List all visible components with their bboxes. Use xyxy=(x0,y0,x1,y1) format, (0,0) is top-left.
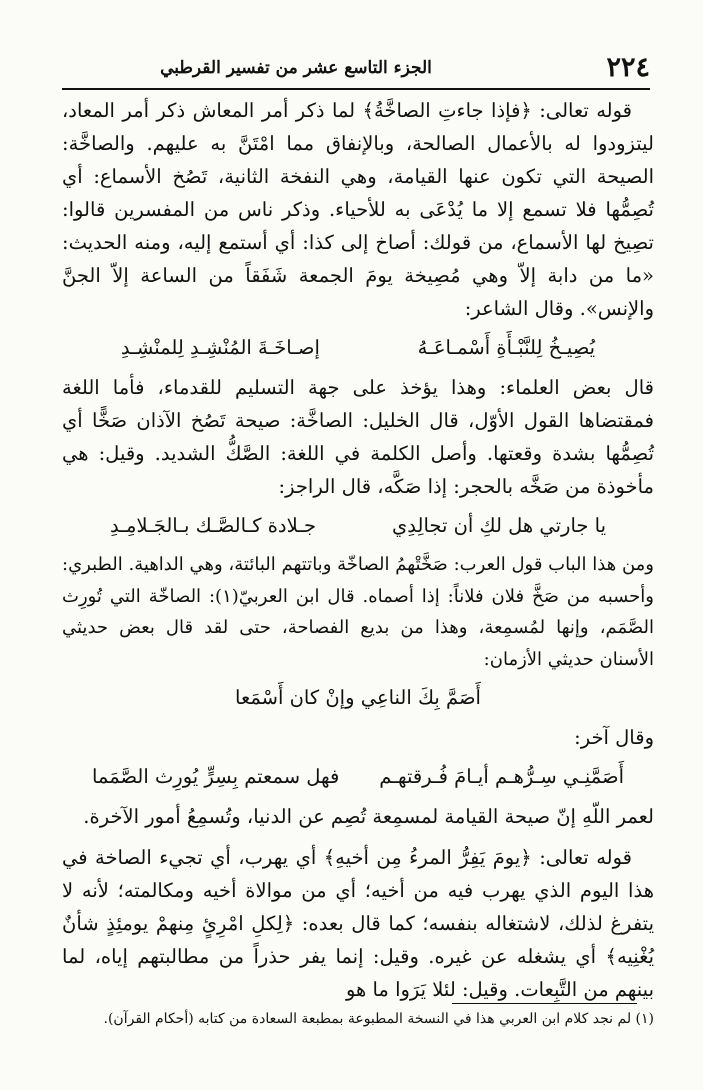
running-title: الجزء التاسع عشر من تفسير القرطبي xyxy=(160,58,432,78)
verse-4-first-hemistich: أَصَمَّنِـي سِـرُّهـم أيـامَ فُـرقتهـم xyxy=(379,765,625,788)
verse-2-first-hemistich: يا جارتي هل لكِ أن تجالِدِي xyxy=(392,514,607,537)
paragraph-3: ومن هذا الباب قول العرب: صَخَّتْهمُ الصاخّة وباتتهم البائتة، وهي الداهية. الطبري: وأحسبه من صَخَّ فلان فلاناً: إذا أصماه. قال ابن العربيّ(١): الصاخّة التي تُورِث الصَّمَم، وإنها لمُسمِعة، وهذا من بديع الفصاحة، حتى لقد قال بعض حديثي الأسنان حديثي الأزمان: xyxy=(62,554,654,670)
verse-2-second-hemistich: جـلادة كـالصَّـك بـالجَـلامِـدِ xyxy=(110,514,317,537)
verse-4 xyxy=(72,754,644,800)
footnote-divider xyxy=(452,1003,637,1004)
verse-3 xyxy=(72,675,644,721)
page-number: ٢٢٤ xyxy=(606,52,650,83)
verse-3-line: أَصَمَّ بِكَ الناعِي وإنْ كان أَسْمَعا xyxy=(235,686,481,709)
paragraph-4: وقال آخر: xyxy=(574,726,654,749)
paragraph-5: لعمر اللّهِ إنّ صيحة القيامة لمسمِعة تُصِم عن الدنيا، وتُسمِعُ أمور الآخرة. xyxy=(83,805,654,828)
page-header xyxy=(62,52,650,90)
paragraph-6: قوله تعالى: ﴿يومَ يَفِرُّ المرءُ مِن أخيهِ﴾ أي يهرب، أي تجيء الصاخة في هذا اليوم الذي يهرب فيه من أخيه؛ أي من موالاة أخيه ومكالمته؛ لأنه لا يتفرغ لذلك، لاشتغاله بنفسه؛ كما قال بعده: ﴿لِكلِ امْرِئٍ مِنهمْ يومئِذٍ شأنٌ يُغْنِيه﴾ أي يشغله عن غيره. وقيل: إنما يفر حذراً من مطالبتهم إياه، لما بينهم من التَّبِعات. وقيل: لئلا يَرَوا ما هو xyxy=(62,846,654,1001)
verse-1-second-hemistich: إصـاخَـةَ المُنْشِـدِ لِلمنْشِـدِ xyxy=(120,336,320,359)
verse-1 xyxy=(72,325,644,371)
paragraph-2: قال بعض العلماء: وهذا يؤخذ على جهة التسليم للقدماء، فأما اللغة فمقتضاها القول الأوّل، قال الخليل: الصاخَّة: صيحة تَصُخ الآذان صَخًّا أي تُصِمُّها بشدة وقعتها. وأصل الكلمة في اللغة: الصَّكُّ الشديد. وقيل: هي مأخوذة من صَخَّه بالحجر: إذا صَكَّه، قال الراجز: xyxy=(62,376,654,498)
paragraph-1: قوله تعالى: ﴿فإذا جاءتِ الصاخَّةُ﴾ لما ذكر أمر المعاش ذكر أمر المعاد، ليتزودوا له بالأعمال الصالحة، وبالإنفاق مما امْتَنَّ به عليهم. والصاخَّة: الصيحة التي تكون عنها القيامة، وهي النفخة الثانية، تَصُخ الأسماع: أي تُصِمُّها فلا تسمع إلا ما يُدْعَى به للأحياء. وذكر ناس من المفسرين قالوا: تصِيخ لها الأسماع، من قولك: أصاخ إلى كذا: أي أستمع إليه، ومنه الحديث: «ما من دابة إلاّ وهي مُصِيخة يومَ الجمعة شَفَقاً من الساعة إلاّ الجنَّ والإنس». وقال الشاعر: xyxy=(62,99,654,320)
verse-1-first-hemistich: يُصِيـخُ لِلنَّبْـأَةِ أَسْمـاعَـهُ xyxy=(417,336,596,359)
page-body xyxy=(62,94,654,1006)
verse-2 xyxy=(72,503,644,549)
verse-4-second-hemistich: فهل سمعتم بِسِرٍّ يُورِث الصَّمَما xyxy=(91,765,340,788)
footnote: (١) لم نجد كلام ابن العربي هذا في النسخة المطبوعة بمطبعة السعادة من كتابه (أحكام القرآن). xyxy=(103,1011,654,1027)
